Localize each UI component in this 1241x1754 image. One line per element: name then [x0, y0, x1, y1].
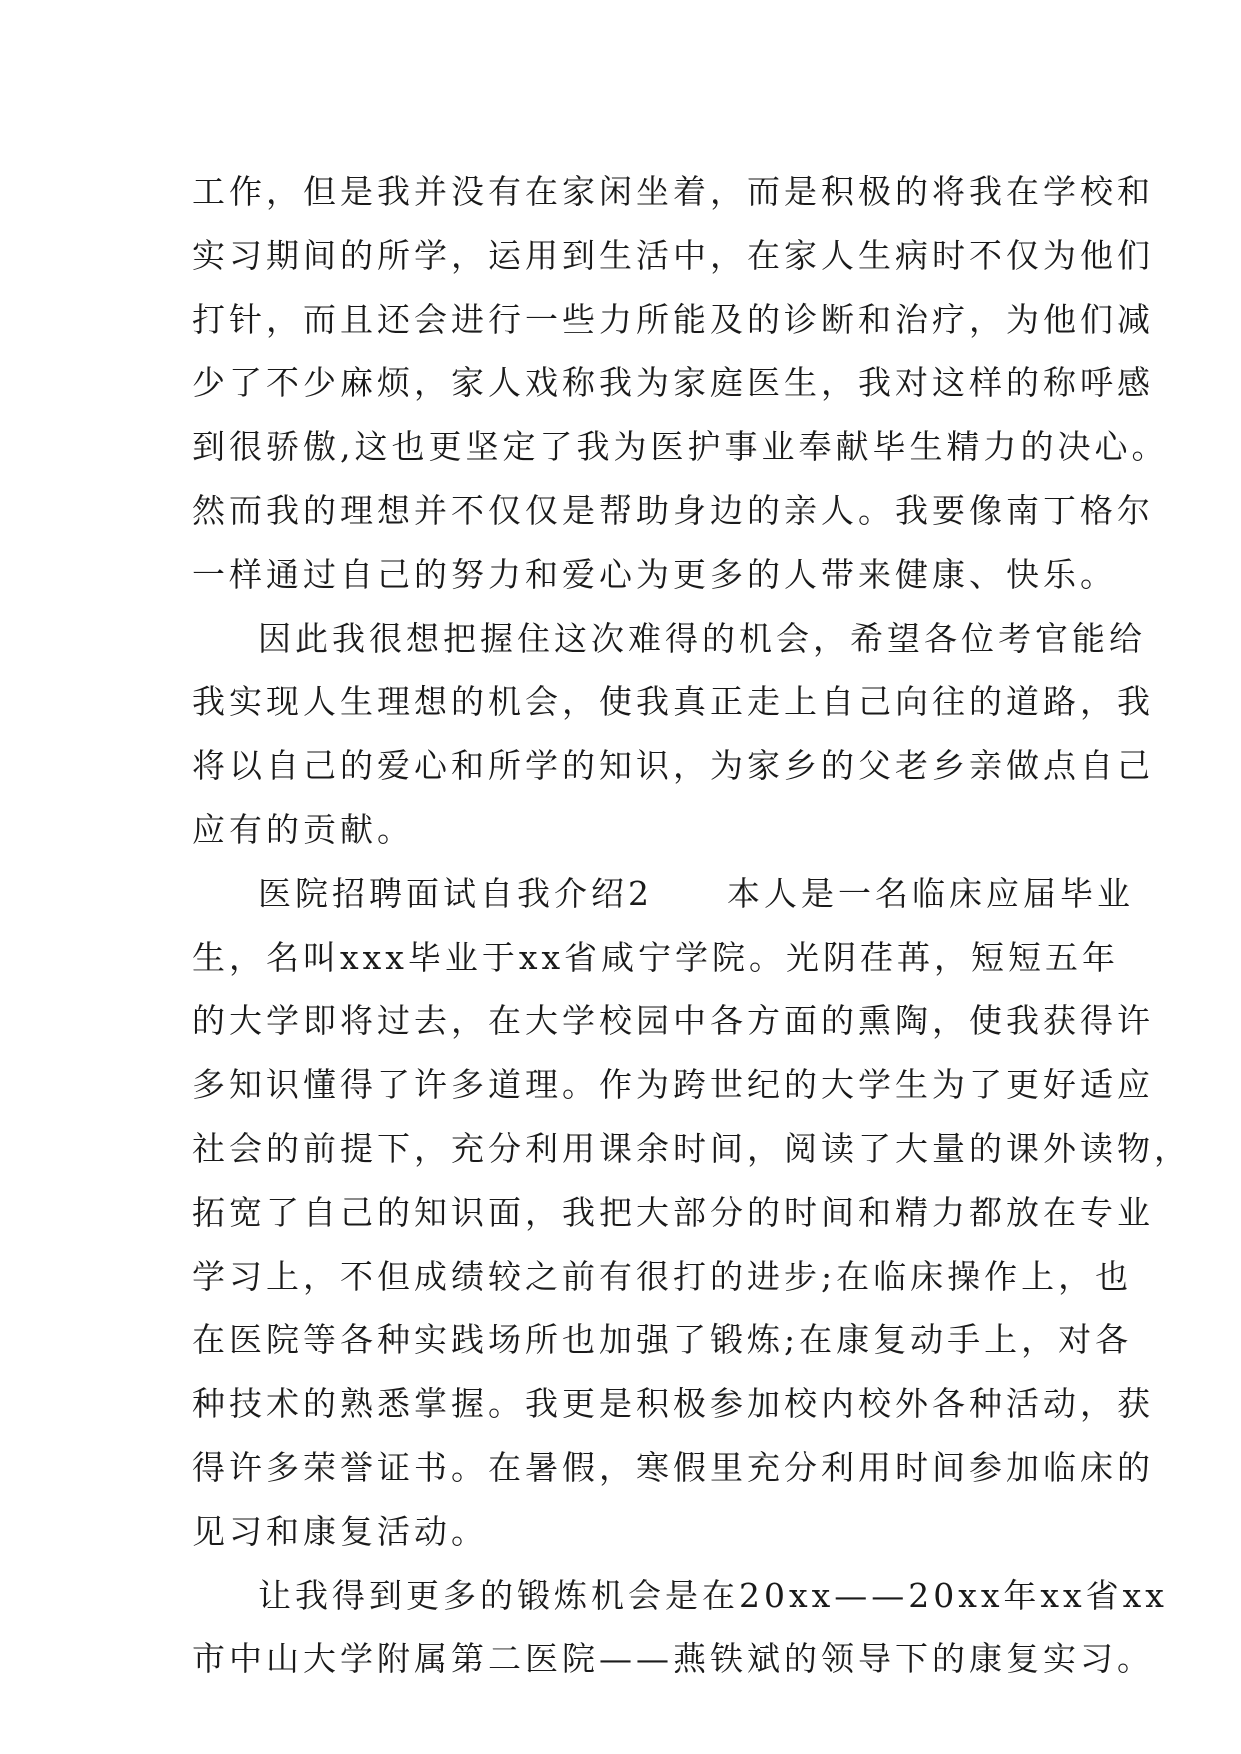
- text-line: 将以自己的爱心和所学的知识，为家乡的父老乡亲做点自己: [192, 746, 1154, 786]
- text-line: 得许多荣誉证书。在暑假，寒假里充分利用时间参加临床的: [192, 1447, 1154, 1487]
- text-line: 拓宽了自己的知识面，我把大部分的时间和精力都放在专业: [192, 1192, 1154, 1232]
- text-line: 然而我的理想并不仅仅是帮助身边的亲人。我要像南丁格尔: [192, 490, 1154, 530]
- text-line: 打针，而且还会进行一些力所能及的诊断和治疗，为他们减: [192, 299, 1154, 339]
- paragraph-start-line: 因此我很想把握住这次难得的机会，希望各位考官能给: [258, 618, 1146, 658]
- text-line: 见习和康复活动。: [192, 1511, 488, 1551]
- text-line: 市中山大学附属第二医院——燕铁斌的领导下的康复实习。: [192, 1639, 1154, 1679]
- text-line: 我实现人生理想的机会，使我真正走上自己向往的道路，我: [192, 682, 1154, 722]
- text-line: 少了不少麻烦，家人戏称我为家庭医生，我对这样的称呼感: [192, 363, 1154, 403]
- text-line: 的大学即将过去，在大学校园中各方面的熏陶，使我获得许: [192, 1001, 1154, 1041]
- paragraph-start-line: 让我得到更多的锻炼机会是在20xx——20xx年xx省xx: [258, 1575, 1168, 1615]
- text-line: 应有的贡献。: [192, 809, 414, 849]
- text-line: 在医院等各种实践场所也加强了锻炼;在康复动手上，对各: [192, 1320, 1133, 1360]
- text-line: 种技术的熟悉掌握。我更是积极参加校内校外各种活动，获: [192, 1384, 1154, 1424]
- text-line: 到很骄傲,这也更坚定了我为医护事业奉献毕生精力的决心。: [192, 427, 1169, 467]
- text-line: 工作，但是我并没有在家闲坐着，而是积极的将我在学校和: [192, 172, 1154, 211]
- document-body: [192, 160, 1191, 1691]
- text-line: 实习期间的所学，运用到生活中，在家人生病时不仅为他们: [192, 235, 1154, 275]
- section-heading-line: 医院招聘面试自我介绍2 本人是一名临床应届毕业: [258, 873, 1134, 913]
- text-line: 社会的前提下，充分利用课余时间，阅读了大量的课外读物，: [192, 1128, 1191, 1168]
- text-line: 一样通过自己的努力和爱心为更多的人带来健康、快乐。: [192, 554, 1117, 594]
- text-line: 学习上，不但成绩较之前有很打的进步;在临床操作上，也: [192, 1256, 1133, 1296]
- text-line: 生，名叫xxx毕业于xx省咸宁学院。光阴荏苒，短短五年: [192, 937, 1120, 977]
- text-line: 多知识懂得了许多道理。作为跨世纪的大学生为了更好适应: [192, 1065, 1154, 1105]
